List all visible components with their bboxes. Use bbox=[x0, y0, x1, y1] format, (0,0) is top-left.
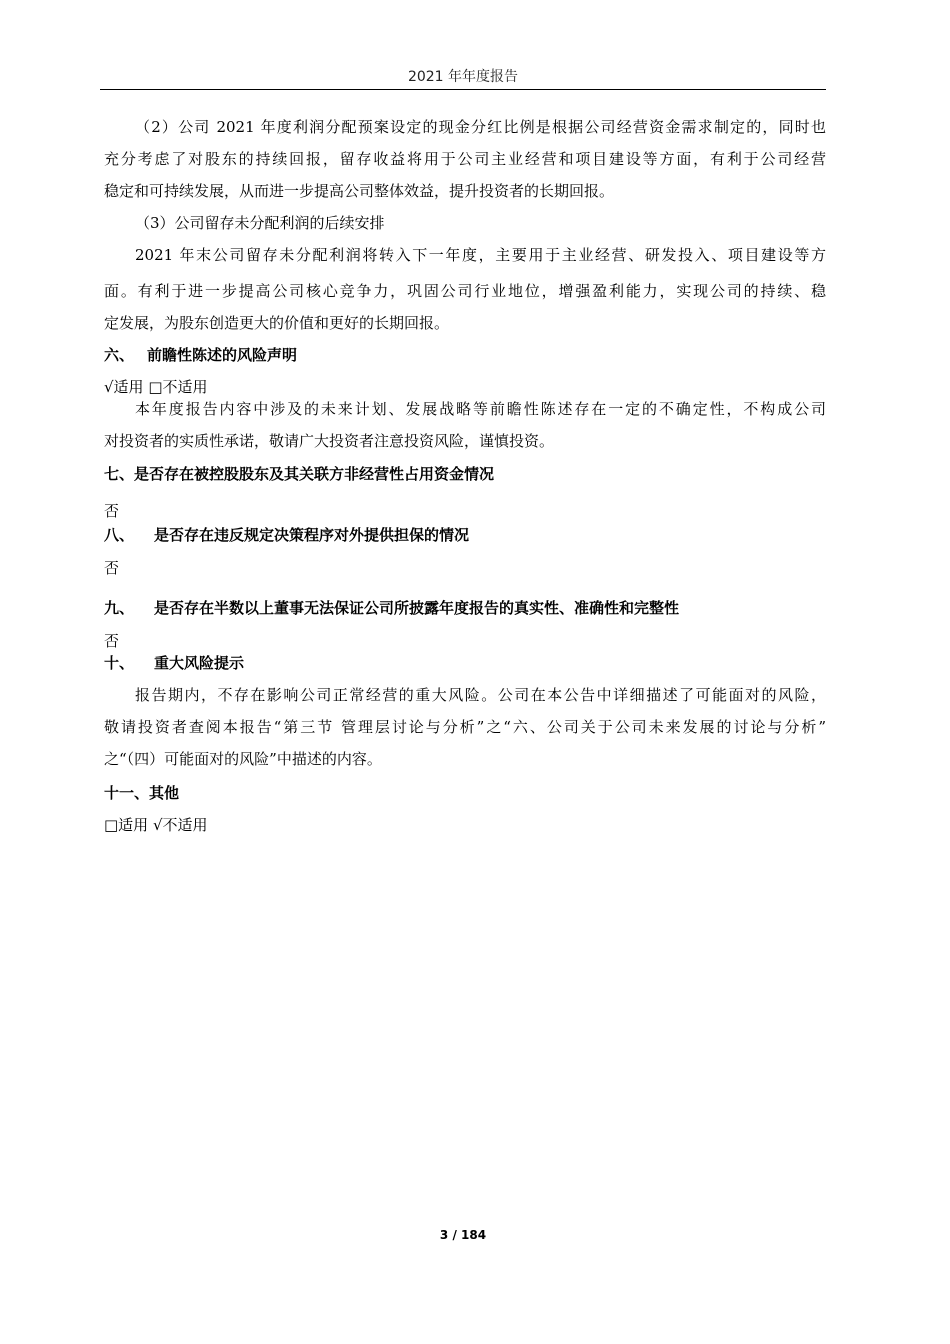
section10-line1: 报告期内，不存在影响公司正常经营的重大风险。公司在本公告中详细描述了可能面对的风险， bbox=[135, 686, 826, 704]
section8-title: 是否存在违反规定决策程序对外提供担保的情况 bbox=[154, 526, 470, 544]
section6-checkbox: √适用 □不适用 bbox=[104, 378, 208, 396]
section10-line3: 之“（四）可能面对的风险”中描述的内容。 bbox=[104, 750, 382, 768]
para3-title: （3）公司留存未分配利润的后续安排 bbox=[135, 214, 385, 232]
section10-line2: 敬请投资者查阅本报告“第三节 管理层讨论与分析”之“六、公司关于公司未来发展的讨论与分析” bbox=[104, 718, 826, 736]
section8-answer: 否 bbox=[104, 559, 120, 577]
page-number: 3 / 184 bbox=[439, 1228, 487, 1242]
section10-title: 重大风险提示 bbox=[154, 654, 245, 672]
section11-heading: 十一、其他 bbox=[104, 784, 180, 802]
section6-title: 前瞻性陈述的风险声明 bbox=[147, 346, 298, 364]
header-divider bbox=[100, 89, 826, 90]
section6-line2: 对投资者的实质性承诺，敬请广大投资者注意投资风险，谨慎投资。 bbox=[104, 432, 555, 450]
section10-number: 十、 bbox=[104, 654, 135, 672]
report-header-title: 2021 年年度报告 bbox=[407, 69, 519, 85]
section11-checkbox: □适用 √不适用 bbox=[104, 816, 208, 834]
para3-line1: 2021 年末公司留存未分配利润将转入下一年度，主要用于主业经营、研发投入、项目建设等方 bbox=[135, 246, 826, 264]
section6-number: 六、 bbox=[104, 346, 135, 364]
section9-answer: 否 bbox=[104, 632, 120, 650]
section7-answer: 否 bbox=[104, 502, 120, 520]
section6-heading bbox=[104, 345, 826, 365]
section8-heading bbox=[104, 525, 826, 545]
para2-line3: 稳定和可持续发展，从而进一步提高公司整体效益，提升投资者的长期回报。 bbox=[104, 182, 615, 200]
para2-line2: 充分考虑了对股东的持续回报，留存收益将用于公司主业经营和项目建设等方面，有利于公司经营 bbox=[104, 150, 826, 168]
section9-number: 九、 bbox=[104, 599, 135, 617]
section9-heading bbox=[104, 598, 826, 618]
section7-heading: 七、是否存在被控股股东及其关联方非经营性占用资金情况 bbox=[104, 465, 495, 483]
para3-line2: 面。有利于进一步提高公司核心竞争力，巩固公司行业地位，增强盈利能力，实现公司的持续、稳 bbox=[104, 282, 826, 300]
para2-line1: （2）公司 2021 年度利润分配预案设定的现金分红比例是根据公司经营资金需求制定的，同时也 bbox=[135, 118, 826, 136]
section9-title: 是否存在半数以上董事无法保证公司所披露年度报告的真实性、准确性和完整性 bbox=[154, 599, 680, 617]
section10-heading bbox=[104, 653, 826, 673]
section6-line1: 本年度报告内容中涉及的未来计划、发展战略等前瞻性陈述存在一定的不确定性，不构成公司 bbox=[135, 400, 826, 418]
para3-line3: 定发展，为股东创造更大的价值和更好的长期回报。 bbox=[104, 314, 450, 332]
section8-number: 八、 bbox=[104, 526, 135, 544]
